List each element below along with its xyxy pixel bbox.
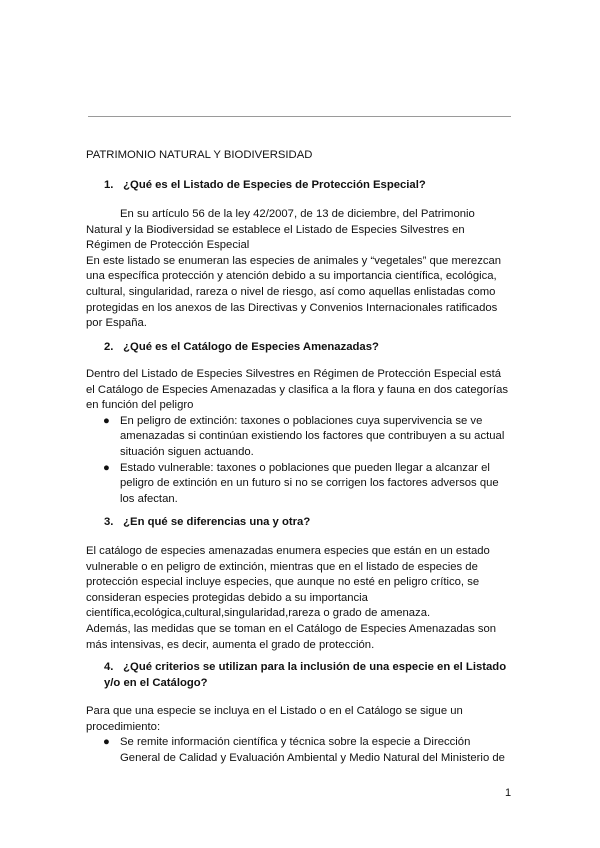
q1-paragraph-1: En su artículo 56 de la ley 42/2007, de 13 de diciembre, del Patrimonio Natural y la Biodiversidad se establece el Listado de Especies Silvestres en Régimen de Protección Especial <box>86 208 475 252</box>
question-1-text: ¿Qué es el Listado de Especies de Protección Especial? <box>123 179 426 191</box>
bullet-icon: ● <box>103 414 110 427</box>
q2-bullet-2: Estado vulnerable: taxones o poblaciones que pueden llegar a alcanzar el peligro de extinción en un futuro si no se corrigen los factores adversos que los afectan. <box>120 461 499 505</box>
question-1-heading <box>104 178 426 194</box>
list-item <box>86 735 511 766</box>
list-item <box>86 414 511 461</box>
section-title: PATRIMONIO NATURAL Y BIODIVERSIDAD <box>86 149 313 161</box>
question-1-number: 1. <box>104 179 114 191</box>
q4-bullet-list <box>86 735 511 766</box>
question-2-answer <box>86 367 511 507</box>
q2-bullet-list <box>86 414 511 508</box>
bullet-icon: ● <box>103 736 110 749</box>
question-2-number: 2. <box>104 341 114 353</box>
q2-bullet-1: En peligro de extinción: taxones o poblaciones cuya supervivencia se ve amenazadas si continúan existiendo los factores que contribuyen a su actual situación siguen actuando. <box>120 414 505 458</box>
list-item <box>86 461 511 508</box>
page-number: 1 <box>505 787 512 799</box>
question-2-heading <box>104 340 379 356</box>
question-3-heading <box>104 515 310 531</box>
question-4-text: ¿Qué criterios se utilizan para la inclusión de una especie en el Listado y/o en el Catálogo? <box>104 661 507 689</box>
question-1-answer <box>86 207 511 332</box>
question-3-text: ¿En qué se diferencias una y otra? <box>123 516 311 528</box>
question-2-text: ¿Qué es el Catálogo de Especies Amenazadas? <box>123 341 379 353</box>
q3-paragraph-2: Además, las medidas que se toman en el Catálogo de Especies Amenazadas son más intensivas, es decir, aumenta el grado de protección. <box>86 622 497 651</box>
question-4-number: 4. <box>104 661 114 673</box>
q4-bullet-1: Se remite información científica y técnica sobre la especie a Dirección General de Calidad y Evaluación Ambiental y Medio Natural del Ministerio de <box>120 736 505 764</box>
q4-paragraph-1: Para que una especie se incluya en el Listado o en el Catálogo se sigue un procedimiento: <box>86 705 463 733</box>
question-3-answer <box>86 544 511 653</box>
header-rule <box>88 116 511 117</box>
question-3-number: 3. <box>104 516 114 528</box>
question-4-heading <box>104 660 514 691</box>
q2-paragraph-1: Dentro del Listado de Especies Silvestres en Régimen de Protección Especial está el Catálogo de Especies Amenazadas y clasifica a la flora y fauna en dos categorías en función del peligro <box>86 368 509 412</box>
bullet-icon: ● <box>103 461 110 474</box>
q3-paragraph-1: El catálogo de especies amenazadas enumera especies que están en un estado vulnerable o en peligro de extinción, mientras que en el listado de especies de protección especial incluye especies, que aunque no esté en peligro crítico, se consideran especies protegidas debido a su importancia científica,ecológica,cultural,singularidad,rareza o grado de amenaza. <box>86 545 490 620</box>
q1-paragraph-2: En este listado se enumeran las especies de animales y “vegetales” que merezcan una específica protección y atención debido a su importancia científica, ecológica, cultural, singularidad, rareza o nivel de riesgo, así como aquellas enlistadas como protegidas en los anexos de las Directivas y Convenios Internacionales ratificados por España. <box>86 254 502 330</box>
question-4-answer <box>86 704 511 766</box>
